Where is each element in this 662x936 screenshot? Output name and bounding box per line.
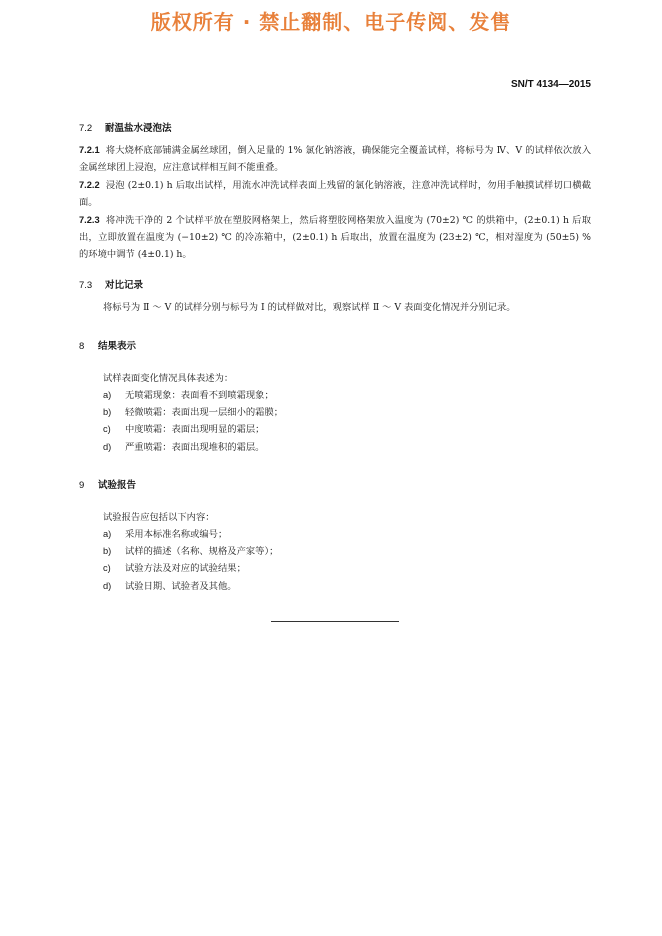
clause-7-2-1 (79, 142, 591, 176)
list-item (103, 387, 283, 404)
section-title: 对比记录 (105, 280, 144, 291)
clause-7-2-2 (79, 177, 591, 211)
list-item (103, 421, 283, 438)
result-list (103, 387, 283, 456)
list-text: 中度喷霜：表面出现明显的霜层； (125, 424, 265, 436)
section-title: 结果表示 (98, 341, 137, 352)
section-9-intro: 试验报告应包括以下内容： (103, 512, 215, 523)
clause-number: 7.2.1 (79, 145, 100, 155)
section-number: 9 (79, 480, 85, 491)
clause-text: 浸泡 (2±0.1) h 后取出试样，用流水冲洗试样表面上残留的氯化钠溶液，注意冲洗试样时，勿用手触摸试样切口横截面。 (79, 180, 591, 208)
list-text: 试验日期、试验者及其他。 (125, 580, 237, 592)
clause-text: 将大烧杯底部铺满金属丝球团，倒入足量的 1% 氯化钠溶液，确保能完全覆盖试样，将标号为 Ⅳ、Ⅴ 的试样依次放入金属丝球团上浸泡，应注意试样相互间不能重叠。 (79, 145, 591, 173)
section-number: 7.2 (79, 123, 93, 134)
list-item (103, 439, 283, 456)
list-marker: b) (103, 546, 112, 557)
list-text: 轻微喷霜：表面出现一层细小的霜膜； (125, 407, 284, 419)
section-7-3-text: 将标号为 Ⅱ ～ Ⅴ 的试样分别与标号为 Ⅰ 的试样做对比，观察试样 Ⅱ ～ Ⅴ 表面变化情况并分别记录。 (103, 302, 516, 313)
clause-number: 7.2.3 (79, 215, 100, 225)
section-7-3-heading (79, 277, 143, 291)
list-marker: a) (103, 529, 112, 539)
standard-code: SN/T 4134—2015 (510, 79, 591, 90)
list-text: 试验方法及对应的试验结果； (125, 563, 246, 575)
list-marker: d) (103, 580, 112, 591)
section-title: 耐温盐水浸泡法 (105, 123, 172, 134)
list-marker: b) (103, 407, 112, 418)
list-marker: c) (103, 563, 111, 574)
section-8-intro: 试样表面变化情况具体表述为： (103, 373, 234, 384)
list-item (103, 560, 278, 577)
list-item (103, 543, 278, 560)
list-text: 采用本标准名称或编号； (125, 529, 228, 540)
clause-number: 7.2.2 (79, 180, 100, 190)
list-marker: c) (103, 424, 111, 435)
list-text: 严重喷霜：表面出现堆积的霜层。 (125, 441, 265, 453)
section-number: 7.3 (79, 280, 93, 291)
section-number: 8 (79, 341, 85, 352)
list-marker: d) (103, 441, 112, 452)
copyright-watermark: 版权所有 · 禁止翻制、电子传阅、发售 (150, 10, 512, 34)
end-of-document-rule (271, 621, 399, 622)
report-list (103, 526, 278, 595)
list-item (103, 526, 278, 543)
clause-text: 将冲洗干净的 2 个试样平放在塑胶网格架上，然后将塑胶网格架放入温度为 (70±2) ℃ 的烘箱中，(2±0.1) h 后取出，立即放置在温度为 (−10±2) ℃ 的冷冻箱中，(2±0.1) h 后取出，放置在温度为 (23±2) ℃，相对湿度为 (50±5) % 的环境中调节 (4±0.1) h。 (79, 215, 591, 260)
section-7-2-heading (79, 120, 172, 134)
list-text: 试样的描述（名称、规格及产家等）； (125, 546, 279, 558)
section-title: 试验报告 (98, 480, 137, 491)
section-8-heading (79, 338, 136, 352)
clause-7-2-3 (79, 212, 591, 263)
list-marker: a) (103, 390, 112, 400)
list-item (103, 404, 283, 421)
list-text: 无喷霜现象：表面看不到喷霜现象； (125, 390, 274, 401)
list-item (103, 578, 278, 595)
section-9-heading (79, 477, 136, 491)
